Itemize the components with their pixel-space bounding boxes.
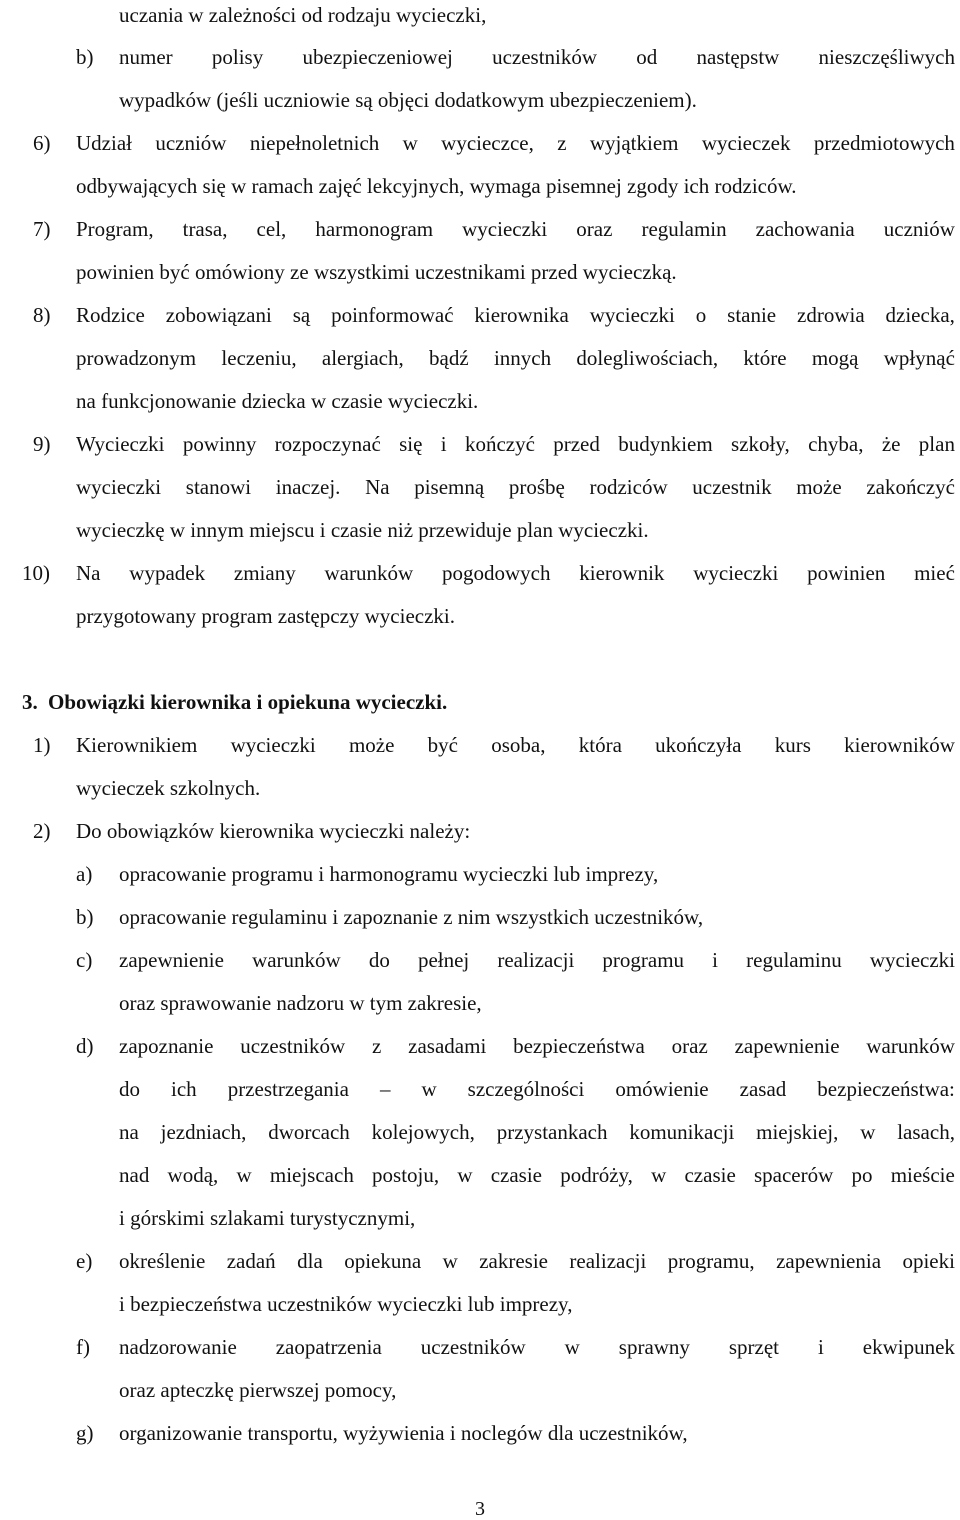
word: może — [348, 733, 395, 757]
word: numer — [119, 45, 173, 69]
text-line: uczania w zależności od rodzaju wycieczki, — [119, 3, 487, 27]
word: z — [372, 1034, 382, 1058]
word: nad — [119, 1163, 150, 1187]
word: określenie — [119, 1249, 206, 1273]
word: rozpoczynać — [274, 432, 381, 456]
word: w — [442, 1249, 458, 1273]
word: regulamin — [641, 217, 727, 241]
word: dworcach — [268, 1120, 350, 1144]
list-label: e) — [76, 1249, 93, 1273]
word: zmiany — [233, 561, 296, 585]
word: uczestnik — [692, 475, 772, 499]
word: w — [457, 1163, 473, 1187]
text-line — [119, 1162, 955, 1188]
word: sprawny — [618, 1335, 690, 1359]
word: bezpieczeństwa: — [817, 1077, 955, 1101]
word: wodą, — [167, 1163, 219, 1187]
word: Wycieczki — [76, 432, 165, 456]
word: o — [695, 303, 707, 327]
word: na — [119, 1120, 139, 1144]
word: budynkiem — [618, 432, 713, 456]
word: pogodowych — [441, 561, 551, 585]
word: opieki — [902, 1249, 955, 1273]
word: stanie — [727, 303, 777, 327]
section-number: 3. — [22, 690, 38, 714]
word: nieszczęśliwych — [818, 45, 955, 69]
list-label: 8) — [33, 303, 51, 327]
word: przed — [553, 432, 600, 456]
word: powinien — [807, 561, 886, 585]
word: oraz — [671, 1034, 708, 1058]
list-label: c) — [76, 948, 93, 972]
word: zachowania — [755, 217, 855, 241]
word: wypadek — [129, 561, 206, 585]
page-number: 3 — [475, 1498, 485, 1520]
word: wpłynąć — [883, 346, 955, 370]
word: w — [236, 1163, 252, 1187]
word: cel, — [256, 217, 287, 241]
word: przedmiotowych — [813, 131, 955, 155]
word: harmonogram — [315, 217, 434, 241]
list-label: a) — [76, 862, 93, 886]
word: Rodzice — [76, 303, 145, 327]
word: powinny — [182, 432, 257, 456]
word: Na — [76, 561, 101, 585]
word: w — [860, 1120, 876, 1144]
word: trasa, — [182, 217, 228, 241]
word: Udział — [76, 131, 132, 155]
word: zakończyć — [866, 475, 955, 499]
text-line — [76, 216, 955, 242]
word: Program, — [76, 217, 154, 241]
word: spacerów — [753, 1163, 834, 1187]
text-line: oraz sprawowanie nadzoru w tym zakresie, — [119, 991, 482, 1015]
word: programu, — [667, 1249, 755, 1273]
word: omówienie — [615, 1077, 709, 1101]
word: sprzęt — [728, 1335, 780, 1359]
text-line: opracowanie programu i harmonogramu wycieczki lub imprezy, — [119, 862, 659, 886]
word: leczeniu, — [221, 346, 297, 370]
list-label: f) — [76, 1335, 90, 1359]
word: następstw — [696, 45, 780, 69]
word: pisemną — [414, 475, 485, 499]
word: uczniów — [155, 131, 227, 155]
word: są — [292, 303, 311, 327]
text-line: wycieczkę w innym miejscu i czasie niż przewiduje plan wycieczki. — [76, 518, 649, 542]
word: z — [557, 131, 567, 155]
word: która — [578, 733, 622, 757]
word: postoju, — [372, 1163, 440, 1187]
list-label: 2) — [33, 819, 51, 843]
word: wycieczki — [869, 948, 955, 972]
word: lasach, — [897, 1120, 955, 1144]
word: od — [636, 45, 658, 69]
text-line — [119, 1334, 955, 1360]
word: które — [743, 346, 787, 370]
word: alergiach, — [321, 346, 404, 370]
word: – — [379, 1077, 391, 1101]
word: zakresie — [479, 1249, 548, 1273]
text-line: wycieczek szkolnych. — [76, 776, 261, 800]
word: dziecka, — [885, 303, 955, 327]
word: wycieczki — [230, 733, 316, 757]
word: przystankach — [496, 1120, 608, 1144]
word: wycieczek — [701, 131, 791, 155]
text-line: oraz apteczkę pierwszej pomocy, — [119, 1378, 397, 1402]
word: mieście — [890, 1163, 955, 1187]
word: przestrzegania — [227, 1077, 349, 1101]
word: szkoły, — [731, 432, 790, 456]
text-line — [76, 302, 955, 328]
word: w — [651, 1163, 667, 1187]
word: zapewnienie — [734, 1034, 840, 1058]
word: w — [402, 131, 418, 155]
word: osoba, — [491, 733, 546, 757]
text-line — [76, 345, 955, 371]
word: zaopatrzenia — [275, 1335, 382, 1359]
word: polisy — [211, 45, 264, 69]
list-label: g) — [76, 1421, 94, 1445]
word: zasadami — [408, 1034, 487, 1058]
text-line — [76, 560, 955, 586]
word: warunków — [252, 948, 341, 972]
word: chyba, — [808, 432, 864, 456]
text-line: i górskimi szlakami turystycznymi, — [119, 1206, 416, 1230]
text-line: przygotowany program zastępczy wycieczki. — [76, 604, 456, 628]
word: ekwipunek — [862, 1335, 955, 1359]
word: poinformować — [331, 303, 454, 327]
word: oraz — [576, 217, 613, 241]
word: zapoznanie — [119, 1034, 214, 1058]
word: mogą — [811, 346, 859, 370]
word: miejscach — [269, 1163, 354, 1187]
list-label: 10) — [22, 561, 50, 585]
text-line — [119, 1119, 955, 1145]
word: Na — [365, 475, 390, 499]
word: kierowników — [844, 733, 955, 757]
word: nadzorowanie — [119, 1335, 237, 1359]
word: się — [399, 432, 423, 456]
word: opiekuna — [344, 1249, 422, 1273]
word: warunków — [324, 561, 414, 585]
word: że — [881, 432, 901, 456]
list-label: 1) — [33, 733, 51, 757]
text-line — [119, 1076, 955, 1102]
word: do — [119, 1077, 140, 1101]
word: może — [796, 475, 842, 499]
text-line — [76, 474, 955, 500]
word: kończyć — [464, 432, 535, 456]
word: ich — [171, 1077, 197, 1101]
word: kierownik — [579, 561, 665, 585]
word: komunikacji — [629, 1120, 735, 1144]
word: dla — [297, 1249, 323, 1273]
word: bądź — [429, 346, 469, 370]
word: bezpieczeństwa — [513, 1034, 645, 1058]
text-line: odbywających się w ramach zajęć lekcyjnych, wymaga pisemnej zgody ich rodziców. — [76, 174, 797, 198]
word: uczestników — [240, 1034, 346, 1058]
word: prowadzonym — [76, 346, 197, 370]
word: czasie — [490, 1163, 542, 1187]
list-label: b) — [76, 905, 94, 929]
list-label: d) — [76, 1034, 94, 1058]
word: uczestników — [492, 45, 598, 69]
word: po — [851, 1163, 873, 1187]
word: ubezpieczeniowej — [302, 45, 453, 69]
word: prośbę — [508, 475, 565, 499]
word: niepełnoletnich — [249, 131, 380, 155]
word: podróży, — [560, 1163, 633, 1187]
word: dolegliwościach, — [576, 346, 719, 370]
word: uczniów — [883, 217, 955, 241]
text-line: i bezpieczeństwa uczestników wycieczki lub imprezy, — [119, 1292, 573, 1316]
word: wycieczki — [693, 561, 779, 585]
word: w — [564, 1335, 580, 1359]
word: kierownika — [474, 303, 569, 327]
text-line — [119, 44, 955, 70]
word: zapewnienia — [776, 1249, 882, 1273]
word: uczestników — [420, 1335, 526, 1359]
word: i — [712, 948, 719, 972]
word: miejskiej, — [756, 1120, 839, 1144]
word: plan — [918, 432, 955, 456]
text-line — [76, 431, 955, 457]
word: rodziców — [589, 475, 668, 499]
text-line — [76, 130, 955, 156]
word: pełnej — [417, 948, 470, 972]
word: wycieczki — [76, 475, 162, 499]
word: zobowiązani — [165, 303, 272, 327]
word: realizacji — [569, 1249, 647, 1273]
list-label: 9) — [33, 432, 51, 456]
word: szczególności — [467, 1077, 585, 1101]
word: być — [427, 733, 458, 757]
word: programu — [602, 948, 685, 972]
word: ukończyła — [655, 733, 742, 757]
word: stanowi — [185, 475, 252, 499]
list-label: 6) — [33, 131, 51, 155]
text-line: opracowanie regulaminu i zapoznanie z nim wszystkich uczestników, — [119, 905, 704, 929]
word: zasad — [739, 1077, 787, 1101]
word: jezdniach, — [160, 1120, 247, 1144]
word: inaczej. — [275, 475, 341, 499]
word: czasie — [684, 1163, 736, 1187]
text-line: powinien być omówiony ze wszystkimi uczestnikami przed wycieczką. — [76, 260, 677, 284]
word: i — [440, 432, 447, 456]
text-line — [76, 732, 955, 758]
text-line — [119, 1248, 955, 1274]
word: wycieczki — [462, 217, 548, 241]
word: realizacji — [497, 948, 575, 972]
word: wyjątkiem — [589, 131, 679, 155]
word: zapewnienie — [119, 948, 224, 972]
list-label: 7) — [33, 217, 51, 241]
text-line — [119, 947, 955, 973]
section-heading: Obowiązki kierownika i opiekuna wycieczki. — [48, 690, 448, 714]
word: i — [817, 1335, 824, 1359]
word: zadań — [226, 1249, 276, 1273]
word: wycieczki — [589, 303, 675, 327]
word: kolejowych, — [371, 1120, 475, 1144]
word: wycieczce, — [441, 131, 534, 155]
word: regulaminu — [746, 948, 842, 972]
word: warunków — [866, 1034, 955, 1058]
text-line: na funkcjonowanie dziecka w czasie wycieczki. — [76, 389, 479, 413]
word: zdrowia — [797, 303, 865, 327]
text-line: organizowanie transportu, wyżywienia i noclegów dla uczestników, — [119, 1421, 688, 1445]
word: innych — [493, 346, 552, 370]
text-line — [119, 1033, 955, 1059]
word: kurs — [774, 733, 811, 757]
text-line: wypadków (jeśli uczniowie są objęci dodatkowym ubezpieczeniem). — [119, 88, 697, 112]
word: Kierownikiem — [76, 733, 198, 757]
text-line: Do obowiązków kierownika wycieczki należy: — [76, 819, 471, 843]
word: mieć — [914, 561, 955, 585]
word: do — [368, 948, 390, 972]
list-label: b) — [76, 45, 94, 69]
word: w — [421, 1077, 437, 1101]
